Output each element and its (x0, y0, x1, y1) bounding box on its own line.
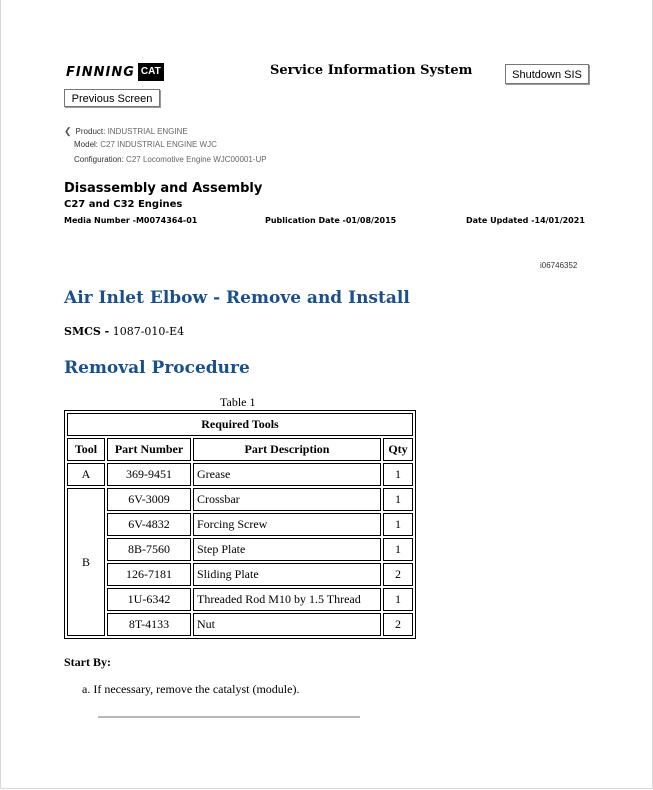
publication-date: Publication Date -01/08/2015 (265, 216, 397, 225)
system-title: Service Information System (270, 63, 473, 78)
logo-text: FINNING (66, 64, 135, 80)
tool-cell: A (67, 463, 105, 486)
qty-cell: 1 (383, 463, 413, 486)
description-cell: Threaded Rod M10 by 1.5 Thread (193, 588, 381, 611)
config-label: Configuration: (74, 155, 124, 164)
description-cell: Sliding Plate (193, 563, 381, 586)
chevron-left-icon[interactable]: ❮ (64, 126, 72, 136)
table-heading: Required Tools (67, 413, 413, 436)
page-title: Air Inlet Elbow - Remove and Install (64, 288, 410, 308)
media-number: Media Number -M0074364-01 (64, 216, 198, 225)
start-by-heading: Start By: (64, 655, 111, 669)
part-number-cell: 369-9451 (107, 463, 191, 486)
col-header-tool: Tool (67, 438, 105, 461)
description-cell: Grease (193, 463, 381, 486)
finning-logo (66, 60, 164, 84)
qty-cell: 1 (383, 513, 413, 536)
previous-screen-button[interactable]: Previous Screen (64, 89, 160, 107)
table-row (67, 613, 413, 636)
configuration-line (74, 155, 267, 164)
smcs-code (64, 325, 184, 338)
table-caption: Table 1 (220, 395, 256, 409)
product-label: Product: (75, 127, 106, 136)
doc-category: Disassembly and Assembly (64, 181, 263, 196)
qty-cell: 1 (383, 488, 413, 511)
qty-cell: 1 (383, 588, 413, 611)
table-row (67, 563, 413, 586)
col-header-qty: Qty (383, 438, 413, 461)
description-cell: Forcing Screw (193, 513, 381, 536)
table-row (67, 488, 413, 511)
model-line (74, 140, 217, 149)
required-tools-table (64, 410, 416, 639)
document-id: i06746352 (540, 261, 578, 270)
table-row (67, 463, 413, 486)
part-number-cell: 8T-4133 (107, 613, 191, 636)
table-row (67, 513, 413, 536)
table-row (67, 538, 413, 561)
product-value: INDUSTRIAL ENGINE (107, 127, 188, 136)
description-cell: Crossbar (193, 488, 381, 511)
part-number-cell: 126-7181 (107, 563, 191, 586)
date-updated: Date Updated -14/01/2021 (466, 216, 585, 225)
step-marker: a. (82, 682, 91, 696)
qty-cell: 2 (383, 613, 413, 636)
cat-badge: CAT (138, 63, 164, 81)
product-line (64, 126, 188, 137)
part-number-cell: 6V-3009 (107, 488, 191, 511)
model-value: C27 INDUSTRIAL ENGINE WJC (100, 140, 217, 149)
description-cell: Step Plate (193, 538, 381, 561)
procedure-step-a (82, 682, 299, 697)
part-number-cell: 1U-6342 (107, 588, 191, 611)
qty-cell: 1 (383, 538, 413, 561)
model-label: Model: (74, 140, 99, 149)
col-header-description: Part Description (193, 438, 381, 461)
description-cell: Nut (193, 613, 381, 636)
config-value: C27 Locomotive Engine WJC00001-UP (126, 155, 267, 164)
tool-cell: B (67, 488, 105, 636)
col-header-part-number: Part Number (107, 438, 191, 461)
step-text: If necessary, remove the catalyst (module). (93, 682, 300, 696)
shutdown-sis-button[interactable]: Shutdown SIS (505, 64, 589, 84)
smcs-label: SMCS - (64, 325, 110, 338)
part-number-cell: 8B-7560 (107, 538, 191, 561)
part-number-cell: 6V-4832 (107, 513, 191, 536)
smcs-value: 1087-010-E4 (112, 325, 185, 338)
section-divider (98, 716, 360, 718)
section-title: Removal Procedure (64, 358, 250, 378)
doc-engines: C27 and C32 Engines (64, 199, 183, 210)
table-row (67, 588, 413, 611)
qty-cell: 2 (383, 563, 413, 586)
